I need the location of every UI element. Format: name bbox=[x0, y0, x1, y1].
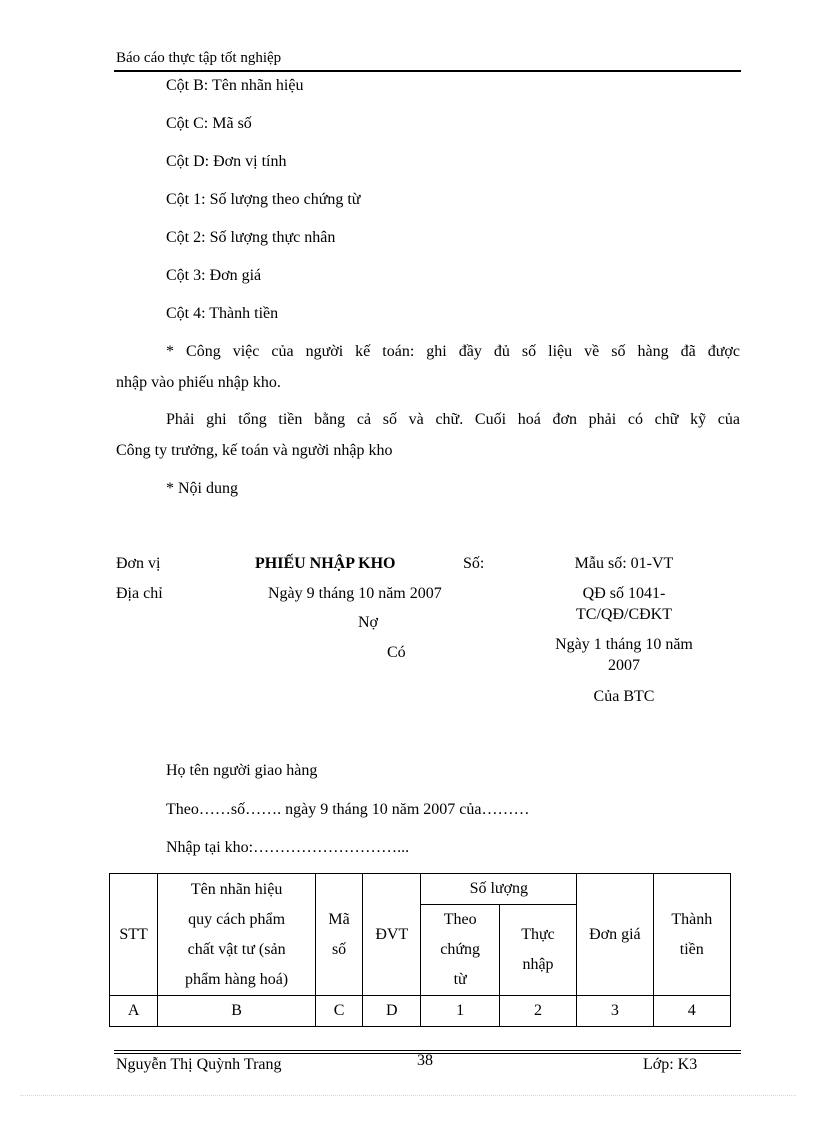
issuer: Của BTC bbox=[593, 688, 655, 705]
form-address-label: Địa chỉ bbox=[116, 585, 163, 602]
column-desc-d: Cột D: Đơn vị tính bbox=[166, 153, 287, 170]
index-cell: 2 bbox=[499, 996, 576, 1027]
form-number-label: Số: bbox=[463, 555, 485, 572]
form-unit-label: Đơn vị bbox=[116, 555, 161, 572]
running-header: Báo cáo thực tập tốt nghiệp bbox=[116, 50, 282, 66]
column-desc-b: Cột B: Tên nhãn hiệu bbox=[166, 77, 304, 94]
form-debit-label: Nợ bbox=[358, 614, 379, 631]
page-bottom-dotted-rule bbox=[20, 1095, 796, 1096]
deliverer-line: Họ tên người giao hàng bbox=[166, 762, 318, 779]
index-cell: B bbox=[158, 996, 316, 1027]
template-number: Mẫu số: 01-VT bbox=[574, 555, 674, 572]
index-cell: 1 bbox=[421, 996, 499, 1027]
accountant-task-line2: nhập vào phiếu nhập kho. bbox=[116, 374, 281, 391]
footer-author: Nguyễn Thị Quỳnh Trang bbox=[116, 1056, 282, 1073]
index-cell: C bbox=[315, 996, 362, 1027]
decision-line2: TC/QĐ/CĐKT bbox=[576, 606, 672, 623]
page-number: 38 bbox=[417, 1052, 433, 1069]
form-credit-label: Có bbox=[387, 644, 406, 661]
header-unit: ĐVT bbox=[363, 874, 421, 996]
header-name: Tên nhãn hiệu quy cách phẩm chất vật tư (sản phẩm hàng hoá) bbox=[158, 874, 316, 996]
header-stt: STT bbox=[110, 874, 158, 996]
total-note-line1: Phải ghi tổng tiền bằng cả số và chữ. Cuối hoá đơn phải có chữ kỹ của bbox=[166, 411, 740, 428]
form-title: PHIẾU NHẬP KHO bbox=[255, 555, 396, 572]
header-price: Đơn giá bbox=[577, 874, 653, 996]
footer-rule bbox=[114, 1050, 741, 1051]
index-cell: 3 bbox=[577, 996, 653, 1027]
column-desc-c: Cột C: Mã số bbox=[166, 115, 252, 132]
header-actual: Thực nhập bbox=[499, 905, 576, 996]
accountant-task-line1: * Công việc của người kế toán: ghi đầy đủ số liệu về số hàng đã được bbox=[166, 343, 740, 360]
decision-date-line1: Ngày 1 tháng 10 năm bbox=[555, 636, 693, 653]
header-code: Mã số bbox=[315, 874, 362, 996]
header-amount: Thành tiền bbox=[653, 874, 730, 996]
column-desc-3: Cột 3: Đơn giá bbox=[166, 267, 262, 284]
header-quantity: Số lượng bbox=[421, 874, 577, 905]
receipt-table bbox=[109, 873, 731, 1027]
according-to-line: Theo……số……. ngày 9 tháng 10 năm 2007 của……… bbox=[166, 801, 530, 818]
table-row bbox=[110, 996, 731, 1027]
content-label: * Nội dung bbox=[166, 480, 238, 497]
form-date: Ngày 9 tháng 10 năm 2007 bbox=[268, 585, 442, 602]
decision-line1: QĐ số 1041- bbox=[582, 585, 666, 602]
header-rule bbox=[114, 70, 741, 72]
index-cell: 4 bbox=[653, 996, 730, 1027]
warehouse-line: Nhập tại kho:………………………... bbox=[166, 839, 410, 856]
header-per-document: Theo chứng từ bbox=[421, 905, 499, 996]
column-desc-1: Cột 1: Số lượng theo chứng từ bbox=[166, 191, 361, 208]
total-note-line2: Công ty trưởng, kế toán và người nhập kho bbox=[116, 442, 393, 459]
decision-date-line2: 2007 bbox=[608, 657, 640, 674]
column-desc-4: Cột 4: Thành tiền bbox=[166, 305, 279, 322]
footer-class: Lớp: K3 bbox=[643, 1056, 698, 1073]
index-cell: D bbox=[363, 996, 421, 1027]
index-cell: A bbox=[110, 996, 158, 1027]
column-desc-2: Cột 2: Số lượng thực nhân bbox=[166, 229, 336, 246]
